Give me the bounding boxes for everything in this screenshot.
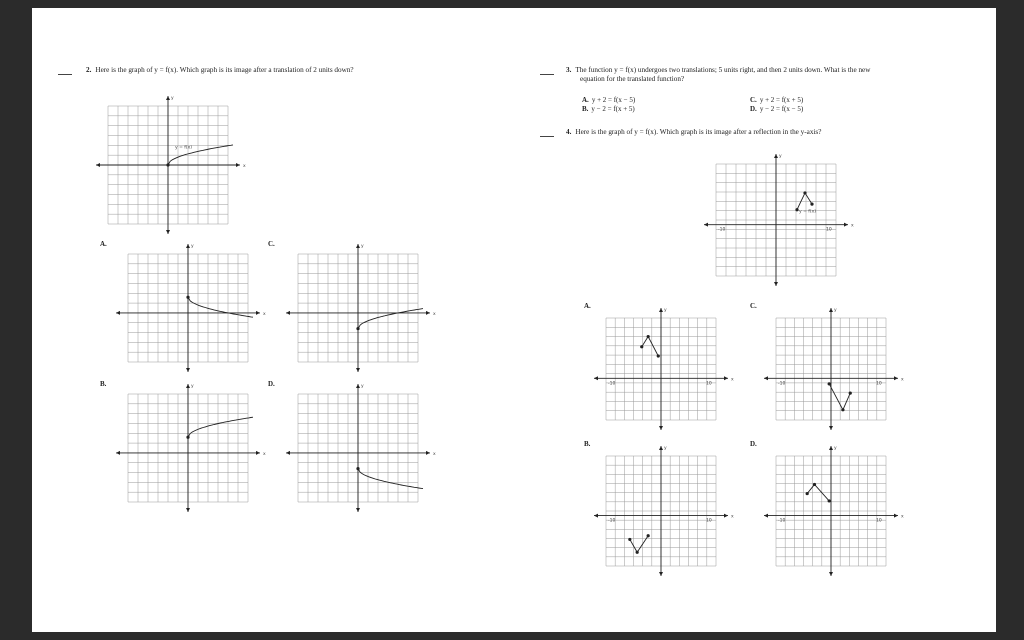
vertex-point	[828, 382, 831, 385]
function-graph	[630, 536, 648, 553]
question-2-number: 2.	[86, 66, 92, 74]
q4-option-b-label: B.	[584, 440, 591, 448]
function-label: y = f(x)	[175, 145, 193, 151]
y-arrow-top	[774, 154, 778, 158]
y-axis-label: y	[171, 96, 174, 101]
question-4	[566, 128, 986, 137]
question-3-text-line2: equation for the translated function?	[580, 75, 685, 83]
question-4-text: Here is the graph of y = f(x). Which graph is its image after a reflection in the y-axis?	[575, 128, 822, 136]
q4-option-c-graph[interactable]	[764, 298, 914, 430]
x-arrow-right	[894, 514, 898, 518]
question-3	[566, 66, 986, 84]
q2-option-c-label: C.	[268, 240, 275, 248]
x-axis-label: x	[901, 377, 904, 383]
y-axis-label: y	[834, 446, 837, 451]
q3-choice-c[interactable]	[750, 96, 803, 104]
y-arrow-top	[659, 308, 663, 312]
y-axis-label: y	[664, 446, 667, 451]
x-arrow-right	[426, 451, 430, 455]
function-graph	[642, 337, 659, 356]
q4-option-c-label: C.	[750, 302, 757, 310]
q2-option-a-graph[interactable]	[116, 240, 266, 372]
start-point	[186, 296, 189, 299]
x-arrow-left	[116, 311, 120, 315]
y-arrow-bottom	[186, 368, 190, 372]
x-arrow-right	[724, 376, 728, 380]
y-arrow-top	[186, 244, 190, 248]
vertex-point	[640, 345, 643, 348]
q2-option-c-graph[interactable]	[286, 240, 436, 372]
q3-choice-a-text: y + 2 = f(x − 5)	[591, 96, 636, 104]
tick-label-pos: 10	[706, 518, 712, 524]
tick-label-pos: 10	[826, 227, 832, 233]
x-arrow-left	[704, 223, 708, 227]
x-arrow-left	[594, 514, 598, 518]
q2-option-b-label: B.	[100, 380, 107, 388]
question-4-number: 4.	[566, 128, 572, 136]
y-arrow-top	[166, 96, 170, 100]
answer-blank-q4[interactable]	[540, 136, 554, 137]
q4-option-b-graph[interactable]	[594, 436, 744, 576]
tick-label-neg: -10	[608, 518, 616, 524]
vertex-point	[803, 191, 806, 194]
y-axis-label: y	[361, 244, 364, 249]
q4-option-d-graph[interactable]	[764, 436, 914, 576]
y-arrow-top	[356, 244, 360, 248]
vertex-point	[841, 408, 844, 411]
start-point	[186, 436, 189, 439]
q3-choice-b-letter: B.	[582, 105, 589, 113]
start-point	[356, 327, 359, 330]
q4-option-a-label: A.	[584, 302, 591, 310]
question-2-text: Here is the graph of y = f(x). Which graph is its image after a translation of 2 units down?	[95, 66, 354, 74]
q2-option-b-graph[interactable]	[116, 380, 266, 512]
start-point	[356, 467, 359, 470]
function-label: y = f(x)	[799, 209, 817, 215]
tick-label-neg: -10	[608, 381, 616, 387]
answer-blank-q3[interactable]	[540, 74, 554, 75]
y-axis-label: y	[361, 384, 364, 389]
x-axis-label: x	[851, 223, 854, 229]
x-arrow-left	[764, 514, 768, 518]
y-axis-label: y	[779, 154, 782, 159]
y-arrow-bottom	[356, 368, 360, 372]
y-arrow-bottom	[774, 282, 778, 286]
q2-main-graph	[98, 84, 248, 230]
tick-label-pos: 10	[706, 381, 712, 387]
question-2	[86, 66, 506, 75]
y-arrow-bottom	[829, 426, 833, 430]
x-arrow-left	[286, 451, 290, 455]
x-arrow-right	[844, 223, 848, 227]
q3-choice-a-letter: A.	[582, 96, 589, 104]
q2-option-a-label: A.	[100, 240, 107, 248]
y-arrow-top	[829, 446, 833, 450]
x-arrow-left	[594, 376, 598, 380]
question-3-text-line1: The function y = f(x) undergoes two translations; 5 units right, and then 2 units down. What is the new	[575, 66, 871, 74]
y-arrow-bottom	[659, 572, 663, 576]
x-arrow-right	[426, 311, 430, 315]
q3-choice-d-text: y − 2 = f(x − 5)	[759, 105, 804, 113]
vertex-point	[628, 538, 631, 541]
x-axis-label: x	[433, 311, 436, 317]
q3-choice-c-text: y + 2 = f(x + 5)	[759, 96, 804, 104]
x-axis-label: x	[243, 164, 246, 169]
y-axis-label: y	[191, 244, 194, 249]
y-axis-label: y	[834, 308, 837, 313]
tick-label-neg: -10	[778, 381, 786, 387]
vertex-point	[849, 392, 852, 395]
x-arrow-left	[286, 311, 290, 315]
worksheet-page	[32, 8, 996, 632]
q3-choice-c-letter: C.	[750, 96, 757, 104]
y-arrow-bottom	[186, 508, 190, 512]
y-arrow-top	[659, 446, 663, 450]
vertex-point	[813, 483, 816, 486]
x-arrow-right	[894, 376, 898, 380]
tick-label-neg: -10	[778, 518, 786, 524]
q3-choice-a[interactable]	[582, 96, 635, 104]
x-axis-label: x	[731, 377, 734, 383]
vertex-point	[806, 492, 809, 495]
x-arrow-left	[764, 376, 768, 380]
q3-choice-b-text: y − 2 = f(x + 5)	[591, 105, 635, 113]
x-arrow-left	[116, 451, 120, 455]
vertex-point	[647, 534, 650, 537]
y-arrow-top	[829, 308, 833, 312]
y-arrow-top	[356, 384, 360, 388]
q4-option-a-graph[interactable]	[594, 298, 744, 430]
x-axis-label: x	[263, 451, 266, 457]
y-arrow-bottom	[659, 426, 663, 430]
y-axis-label: y	[664, 308, 667, 313]
start-point	[166, 163, 169, 166]
q4-option-d-label: D.	[750, 440, 757, 448]
q4-main-graph	[704, 142, 854, 282]
y-arrow-bottom	[166, 230, 170, 234]
q3-choice-b[interactable]	[582, 105, 635, 113]
x-axis-label: x	[433, 451, 436, 457]
vertex-point	[828, 499, 831, 502]
x-arrow-right	[724, 514, 728, 518]
tick-label-pos: 10	[876, 518, 882, 524]
q2-option-d-label: D.	[268, 380, 275, 388]
vertex-point	[647, 335, 650, 338]
vertex-point	[636, 551, 639, 554]
tick-label-pos: 10	[876, 381, 882, 387]
y-arrow-top	[186, 384, 190, 388]
x-axis-label: x	[901, 514, 904, 520]
y-arrow-bottom	[356, 508, 360, 512]
vertex-point	[810, 203, 813, 206]
x-axis-label: x	[263, 311, 266, 317]
tick-label-neg: -10	[718, 227, 726, 233]
x-arrow-right	[236, 163, 240, 167]
answer-blank-q2[interactable]	[58, 74, 72, 75]
function-graph	[829, 384, 850, 410]
x-axis-label: x	[731, 514, 734, 520]
x-arrow-right	[256, 311, 260, 315]
q3-choice-d-letter: D.	[750, 105, 757, 113]
x-arrow-right	[256, 451, 260, 455]
q3-choice-d[interactable]	[750, 105, 803, 113]
question-3-number: 3.	[566, 66, 572, 74]
y-axis-label: y	[191, 384, 194, 389]
q2-option-d-graph[interactable]	[286, 380, 436, 512]
x-arrow-left	[96, 163, 100, 167]
vertex-point	[657, 354, 660, 357]
y-arrow-bottom	[829, 572, 833, 576]
